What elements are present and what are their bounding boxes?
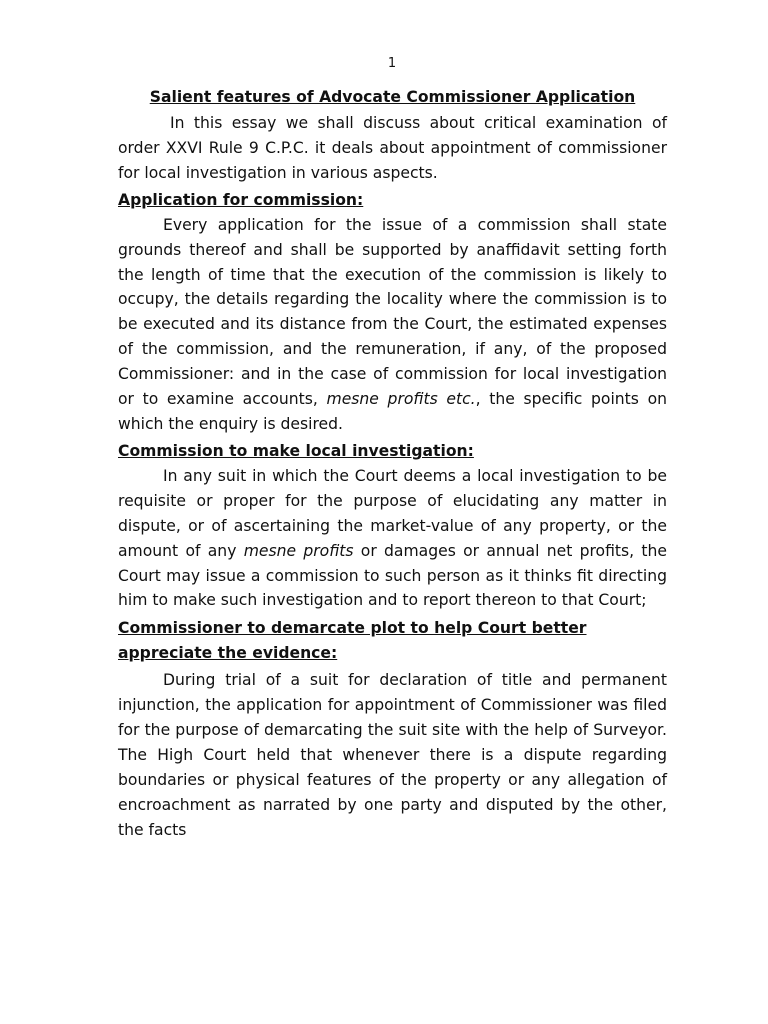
section-heading-demarcate: Commissioner to demarcate plot to help Court better appreciate the evidence: (118, 619, 587, 663)
italic-term: mesne profits (243, 541, 354, 560)
section-paragraph-local-investigation (118, 464, 667, 613)
document-title: Salient features of Advocate Commissioner Application (149, 88, 636, 106)
italic-term: mesne profits etc. (326, 390, 476, 409)
intro-paragraph: In this essay we shall discuss about critical examination of order XXVI Rule 9 C.P.C. it deals about appointment of commissioner for local investigation in various aspects. (118, 114, 667, 182)
page-number: 1 (387, 56, 397, 71)
section-heading-application: Application for commission: (118, 190, 364, 209)
section-heading-local-investigation: Commission to make local investigation: (118, 441, 474, 460)
paragraph-text: Every application for the issue of a commission shall state grounds thereof and shall be supported by anaffidavit setting forth the length of time that the execution of the commission is likely to occupy, the details regarding the locality where the commission is to be executed and its distance from the Court, the estimated expenses of the commission, and the remuneration, if any, of the proposed Commissioner: and in the case of commission for local investigation or to examine accounts, (118, 215, 667, 409)
document-body (118, 86, 667, 843)
paragraph-text: In any suit in which the Court deems a local investigation to be requisite or proper for the purpose of elucidating any matter in dispute, or of ascertaining the market-value of any property, or the amount of any (118, 466, 667, 560)
paragraph-text: , the specific points on which the enquiry is desired. (118, 390, 667, 433)
section-paragraph-application (118, 213, 667, 437)
paragraph-text: or damages or annual net profits, the Court may issue a commission to such person as it thinks fit directing him to make such investigation and to report thereon to that Court; (118, 541, 667, 610)
section-paragraph-demarcate: During trial of a suit for declaration of title and permanent injunction, the application for appointment of Commissioner was filed for the purpose of demarcating the suit site with the help of Surveyor. The High Court held that whenever there is a dispute regarding boundaries or physical features of the property or any allegation of encroachment as narrated by one party and disputed by the other, the facts (118, 671, 667, 839)
